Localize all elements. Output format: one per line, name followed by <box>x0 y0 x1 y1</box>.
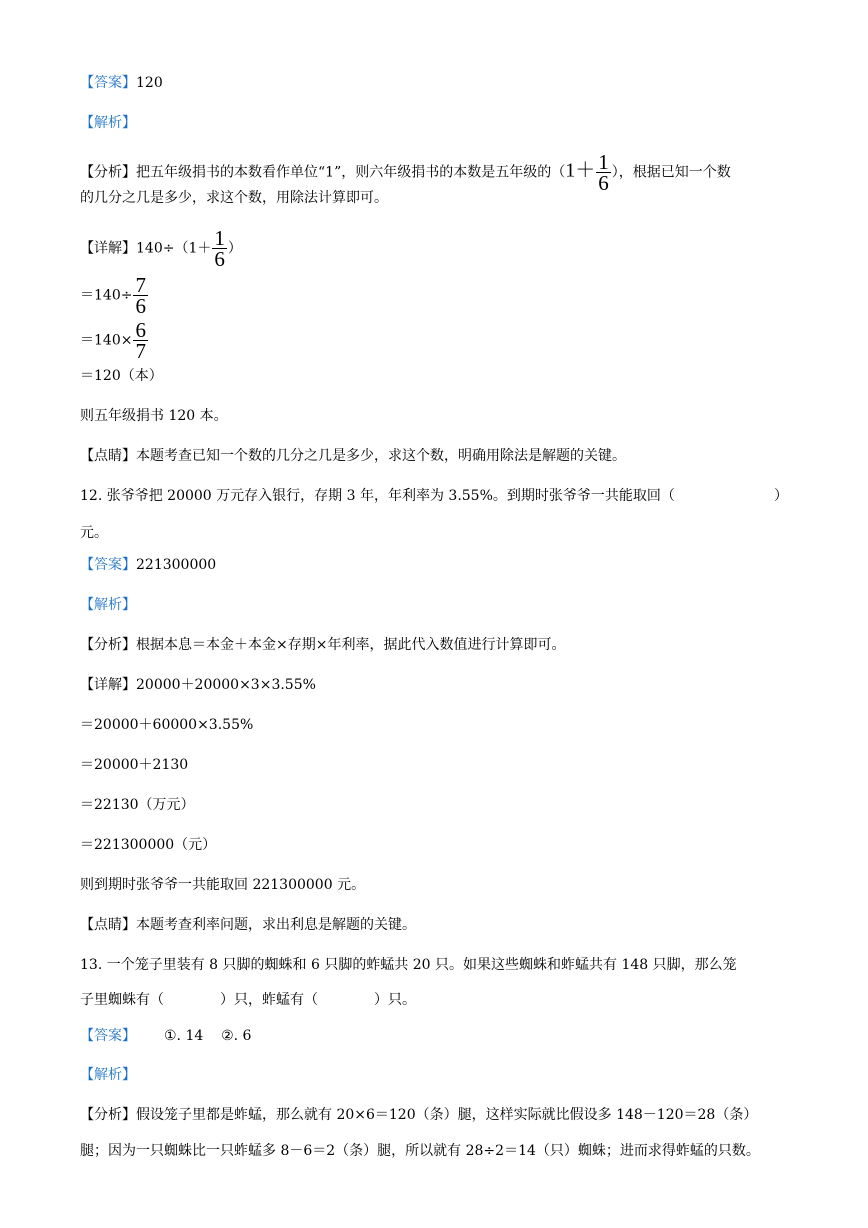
detail-post: ） <box>227 240 242 257</box>
answer-tag: 【答案】 <box>80 557 136 573</box>
q11-analysis-tag <box>80 113 136 133</box>
analysis-tag: 【解析】 <box>80 1067 136 1083</box>
q13-fenxi-line1 <box>80 1105 757 1125</box>
question-text: 子里蜘蛛有（ <box>80 992 164 1008</box>
q12-dianjing <box>80 915 416 935</box>
q11-answer-line <box>80 73 163 93</box>
analysis-tag: 【解析】 <box>80 597 136 613</box>
detail-text: 20000＋20000×3×3.55% <box>136 677 316 693</box>
fraction-1-6: $\frac{1}{6}$ <box>598 150 609 195</box>
q12-answer-line <box>80 555 216 575</box>
q12-step5: ＝221300000（元） <box>80 837 217 853</box>
question-close-paren: ） <box>774 488 788 504</box>
q11-dianjing <box>80 446 626 466</box>
q11-detail-line <box>80 228 242 269</box>
fenxi-text-pre: 把五年级捐书的本数看作单位“1”，则六年级捐书的本数是五年级的（ <box>136 164 566 181</box>
detail-pre: 140÷（1＋ <box>136 240 212 257</box>
fenxi-text: 根据本息＝本金＋本金×存期×年利率，据此代入数值进行计算即可。 <box>136 637 566 653</box>
fraction-1-6: $\frac{1}{6}$ <box>214 226 225 271</box>
detail-tag: 【详解】 <box>80 240 136 257</box>
q13-question-line1: 13. 一个笼子里装有 8 只脚的蜘蛛和 6 只脚的蚱蜢共 20 只。如果这些蜘蛛和蚱蜢共有 148 只脚，那么笼 <box>80 957 737 973</box>
q12-question-line2: 元。 <box>80 525 108 541</box>
fraction-6-7: $\frac{6}{7}$ <box>135 318 146 363</box>
answer-tag: 【答案】 <box>80 1028 136 1044</box>
q12-analysis-tag <box>80 595 136 615</box>
answer-tag: 【答案】 <box>80 75 136 91</box>
dianjing-text: 本题考查利率问题，求出利息是解题的关键。 <box>136 917 416 933</box>
question-text: 12. 张爷爷把 20000 万元存入银行，存期 3 年，年利率为 3.55%。到期时张爷爷一共能取回（ <box>80 488 675 504</box>
q11-step2 <box>80 275 149 316</box>
fenxi-text: 假设笼子里都是蚱蜢，那么就有 20×6＝120（条）腿，这样实际就比假设多 148－120＝28（条） <box>136 1107 758 1123</box>
fraction-7-6: $\frac{7}{6}$ <box>135 273 146 318</box>
answer-value: 221300000 <box>136 557 217 573</box>
q11-step3 <box>80 320 149 361</box>
fenxi-tag: 【分析】 <box>80 1107 136 1123</box>
q13-answer-line <box>80 1026 251 1046</box>
q11-fenxi-line2: 的几分之几是多少，求这个数，用除法计算即可。 <box>80 190 388 206</box>
question-text: ）只，蚱蜢有（ <box>220 992 318 1008</box>
fenxi-one-plus: 1＋ <box>565 159 596 182</box>
q12-question-line1 <box>80 486 788 506</box>
step-text: ＝140÷ <box>80 287 133 304</box>
step-text: ＝140× <box>80 332 133 349</box>
q12-conclusion: 则到期时张爷爷一共能取回 221300000 元。 <box>80 877 366 893</box>
dianjing-tag: 【点睛】 <box>80 448 136 464</box>
q12-detail <box>80 675 316 695</box>
fenxi-tag: 【分析】 <box>80 637 136 653</box>
q13-fenxi-line2: 腿；因为一只蜘蛛比一只蚱蜢多 8－6＝2（条）腿，所以就有 28÷2＝14（只）蜘蛛；进而求得蚱蜢的只数。 <box>80 1143 760 1159</box>
q11-conclusion: 则五年级捐书 120 本。 <box>80 408 228 424</box>
fenxi-text-post: ），根据已知一个数 <box>611 164 731 181</box>
detail-tag: 【详解】 <box>80 677 136 693</box>
dianjing-text: 本题考查已知一个数的几分之几是多少，求这个数，明确用除法是解题的关键。 <box>136 448 626 464</box>
q12-step3: ＝20000＋2130 <box>80 757 189 773</box>
fenxi-tag: 【分析】 <box>80 164 136 181</box>
q11-step4: ＝120（本） <box>80 368 163 384</box>
answer-value: ①. 14 ②. 6 <box>164 1028 252 1044</box>
answer-value: 120 <box>136 75 163 91</box>
q12-step4: ＝22130（万元） <box>80 797 195 813</box>
analysis-tag: 【解析】 <box>80 115 136 131</box>
question-text: ）只。 <box>374 992 416 1008</box>
q12-fenxi <box>80 635 565 655</box>
q13-analysis-tag <box>80 1065 136 1085</box>
q13-question-line2 <box>80 990 416 1010</box>
q12-step2: ＝20000＋60000×3.55% <box>80 717 254 733</box>
dianjing-tag: 【点睛】 <box>80 917 136 933</box>
q11-fenxi-line1 <box>80 152 731 193</box>
